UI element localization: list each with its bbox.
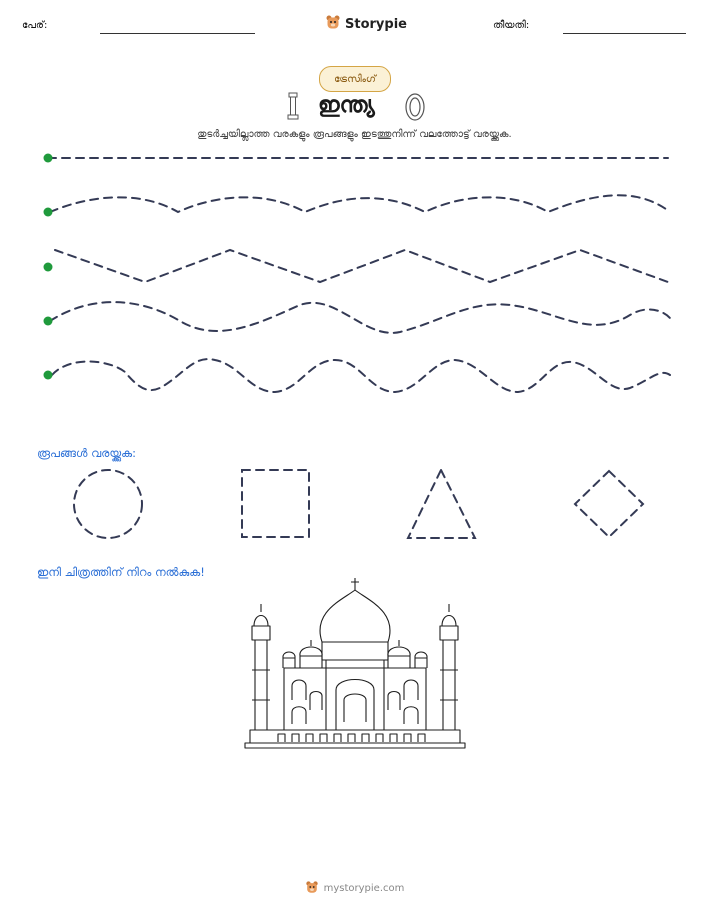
taj-mahal-outline [245,578,465,748]
instructions: തുടർച്ചയില്ലാത്ത വരകളും രൂപങ്ങളും ഇടത്തുനിന്ന് വലത്തോട്ട് വരയ്ക്കുക. [197,129,512,140]
shape-diamond [575,471,643,537]
coloring-heading: ഇനി ചിത്രത്തിന് നിറം നൽകുക! [37,565,205,579]
brand-name: Storypie [345,16,407,32]
start-dot [44,371,53,380]
shapes-heading: രൂപങ്ങൾ വരയ്ക്കുക: [37,446,137,460]
trace-line-wave [50,302,672,333]
start-dot [44,317,53,326]
start-dot [44,208,53,217]
trace-line-zigzag [55,250,668,282]
tracing-badge: ട്രേസിംഗ് [319,66,391,92]
trace-line-bumpy-wave [52,359,670,392]
footer [0,880,709,897]
shape-square [242,470,309,537]
trace-line-soft-wave [50,195,670,212]
start-dot [44,263,53,272]
start-dot [44,154,53,163]
shape-circle [74,470,142,538]
page-title: ഇന്ത്യ [318,93,375,118]
date-label: തീയതി: [493,20,530,31]
footer-site[interactable]: mystorypie.com [323,883,405,894]
name-label: പേര്: [22,20,48,31]
bear-logo-icon [305,880,319,897]
shape-triangle [408,470,475,538]
